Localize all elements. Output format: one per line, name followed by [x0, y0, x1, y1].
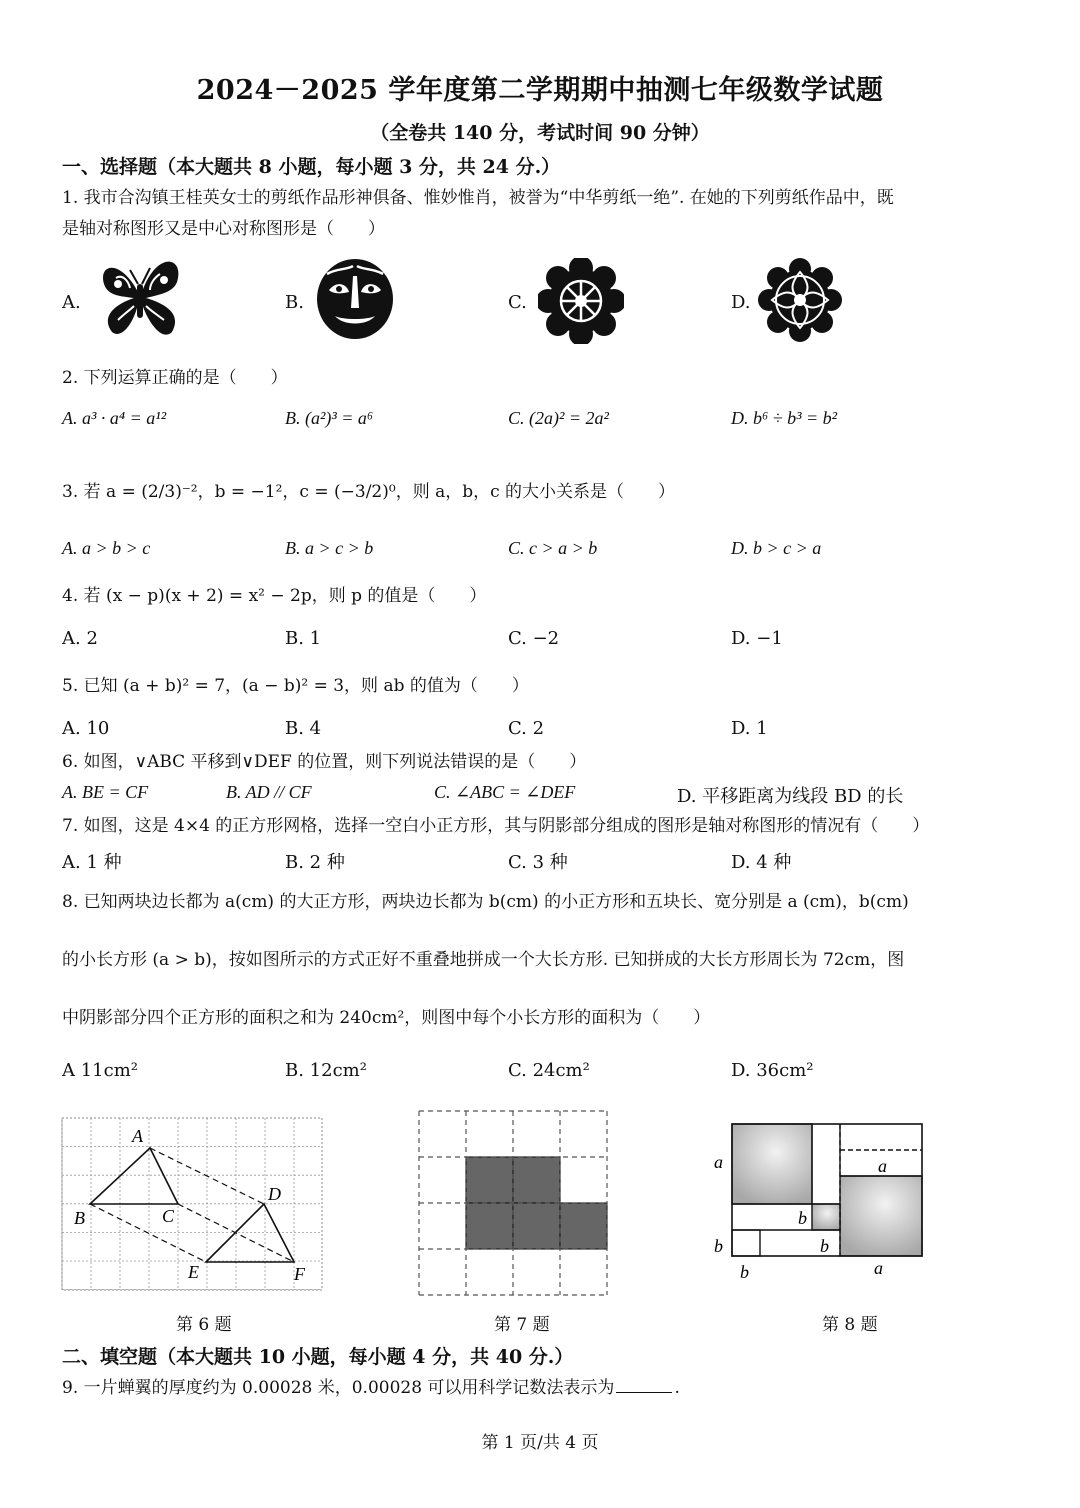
q6-option-a: A. BE = CF: [62, 782, 149, 802]
q5-option-c: C. 2: [508, 718, 545, 739]
label-b-center: b: [820, 1236, 829, 1256]
q2-option-d: D. b⁶ ÷ b³ = b²: [731, 408, 838, 428]
label-a-left: a: [714, 1152, 723, 1172]
face-mask-papercut-image: [313, 256, 397, 342]
section-1-heading: 一、选择题（本大题共 8 小题，每小题 3 分，共 24 分.）: [62, 156, 561, 178]
shaded-cell: [466, 1203, 513, 1249]
shaded-cell: [466, 1157, 513, 1203]
q6-option-b: B. AD // CF: [226, 782, 312, 802]
q5-option-b: B. 4: [285, 718, 322, 739]
figure-6-caption: 第 6 题: [176, 1315, 232, 1335]
q9-answer-blank[interactable]: [616, 1392, 672, 1393]
dashed-line-be: [90, 1204, 206, 1262]
q1-option-b-label: B.: [285, 292, 304, 313]
large-square-bottom-right: [840, 1176, 922, 1256]
small-square-bottom-left: [732, 1230, 760, 1256]
flower-papercut-image: [758, 258, 842, 342]
shaded-cell: [513, 1203, 560, 1249]
q3-option-b: B. a > c > b: [285, 538, 374, 558]
q5-stem: 5. 已知 (a + b)² = 7，(a − b)² = 3，则 ab 的值为（ ）: [62, 676, 529, 696]
q7-stem: 7. 如图，这是 4×4 的正方形网格，选择一空白小正方形，其与阴影部分组成的图形是轴对称图形的情况有（ ）: [62, 816, 930, 836]
q3-stem: 3. 若 a = (2/3)⁻²，b = −1²，c = (−3/2)⁰，则 a，b，c 的大小关系是（ ）: [62, 482, 676, 502]
shaded-cell: [513, 1157, 560, 1203]
q4-option-d: D. −1: [731, 628, 783, 649]
q9-line: [62, 1372, 680, 1404]
q6-option-c: C. ∠ABC = ∠DEF: [434, 782, 576, 802]
label-a-bottom: a: [874, 1258, 883, 1278]
label-d: D: [268, 1184, 281, 1204]
q6-stem: 6. 如图，∨ABC 平移到∨DEF 的位置，则下列说法错误的是（ ）: [62, 752, 587, 772]
small-square-middle: [812, 1204, 840, 1230]
q2-stem: 2. 下列运算正确的是（ ）: [62, 368, 288, 388]
q8-option-d: D. 36cm²: [731, 1060, 814, 1081]
q9-end: .: [674, 1378, 680, 1398]
q7-option-b: B. 2 种: [285, 852, 345, 873]
round-flower-papercut-image: [538, 258, 624, 344]
shaded-cell: [560, 1203, 607, 1249]
q1-option-d-label: D.: [731, 292, 751, 313]
q8-line1: 8. 已知两块边长都为 a(cm) 的大正方形，两块边长都为 b(cm) 的小正方形和五块长、宽分别是 a (cm)，b(cm): [62, 892, 909, 912]
q4-option-b: B. 1: [285, 628, 322, 649]
figure-8-caption: 第 8 题: [822, 1315, 878, 1335]
section-2-heading: 二、填空题（本大题共 10 小题，每小题 4 分，共 40 分.）: [62, 1346, 574, 1368]
q8-line2: 的小长方形 (a > b)，按如图所示的方式正好不重叠地拼成一个大长方形. 已知拼成的大长方形周长为 72cm，图: [62, 950, 905, 970]
dashed-line-cf: [178, 1204, 294, 1262]
q4-option-c: C. −2: [508, 628, 560, 649]
q2-option-b: B. (a²)³ = a⁶: [285, 408, 374, 428]
q2-option-a: A. a³ · a⁴ = a¹²: [62, 408, 167, 428]
figure-7-square-grid: [418, 1110, 610, 1296]
q8-option-b: B. 12cm²: [285, 1060, 367, 1081]
label-f: F: [294, 1264, 305, 1284]
triangle-def: [206, 1204, 294, 1262]
q1-option-a-label: A.: [62, 292, 81, 313]
q2-option-c: C. (2a)² = 2a²: [508, 408, 609, 428]
exam-title: 2024－2025 学年度第二学期期中抽测七年级数学试题: [196, 75, 884, 106]
label-a: A: [132, 1126, 143, 1146]
q5-option-d: D. 1: [731, 718, 768, 739]
figure-6-translation-grid: [60, 1116, 324, 1292]
label-b-bottom: b: [740, 1262, 749, 1282]
q8-option-c: C. 24cm²: [508, 1060, 590, 1081]
q3-option-d: D. b > c > a: [731, 538, 822, 558]
figure-7-caption: 第 7 题: [494, 1315, 550, 1335]
q1-line1: 1. 我市合沟镇王桂英女士的剪纸作品形神俱备、惟妙惟肖，被誉为“中华剪纸一绝”. 在她的下列剪纸作品中，既: [62, 188, 894, 208]
q4-stem: 4. 若 (x − p)(x + 2) = x² − 2p，则 p 的值是（ ）: [62, 586, 487, 606]
q7-option-c: C. 3 种: [508, 852, 568, 873]
label-b-middle: b: [798, 1208, 807, 1228]
label-a-right: a: [878, 1156, 887, 1176]
label-e: E: [188, 1262, 199, 1282]
label-b-left: b: [714, 1236, 723, 1256]
q9-stem: 9. 一片蝉翼的厚度约为 0.00028 米，0.00028 可以用科学记数法表示为: [62, 1378, 615, 1398]
page-footer: 第 1 页/共 4 页: [481, 1433, 599, 1453]
q6-option-d: D. 平移距离为线段 BD 的长: [677, 786, 904, 807]
q7-option-d: D. 4 种: [731, 852, 792, 873]
q4-option-a: A. 2: [62, 628, 98, 649]
label-c: C: [162, 1206, 175, 1226]
label-b: B: [74, 1208, 85, 1228]
butterfly-papercut-image: [90, 248, 190, 344]
large-square-top-left: [732, 1124, 812, 1204]
triangle-abc: [90, 1148, 178, 1204]
figure-8-rectangle-tiling: [708, 1118, 928, 1288]
q3-option-a: A. a > b > c: [62, 538, 151, 558]
q5-option-a: A. 10: [62, 718, 110, 739]
q7-option-a: A. 1 种: [62, 852, 122, 873]
exam-subtitle: （全卷共 140 分，考试时间 90 分钟）: [370, 122, 710, 144]
q8-option-a: A 11cm²: [62, 1060, 138, 1081]
q1-option-c-label: C.: [508, 292, 527, 313]
q8-line3: 中阴影部分四个正方形的面积之和为 240cm²，则图中每个小长方形的面积为（ ）: [62, 1008, 711, 1028]
q3-option-c: C. c > a > b: [508, 538, 598, 558]
q1-line2: 是轴对称图形又是中心对称图形是（ ）: [62, 219, 385, 239]
